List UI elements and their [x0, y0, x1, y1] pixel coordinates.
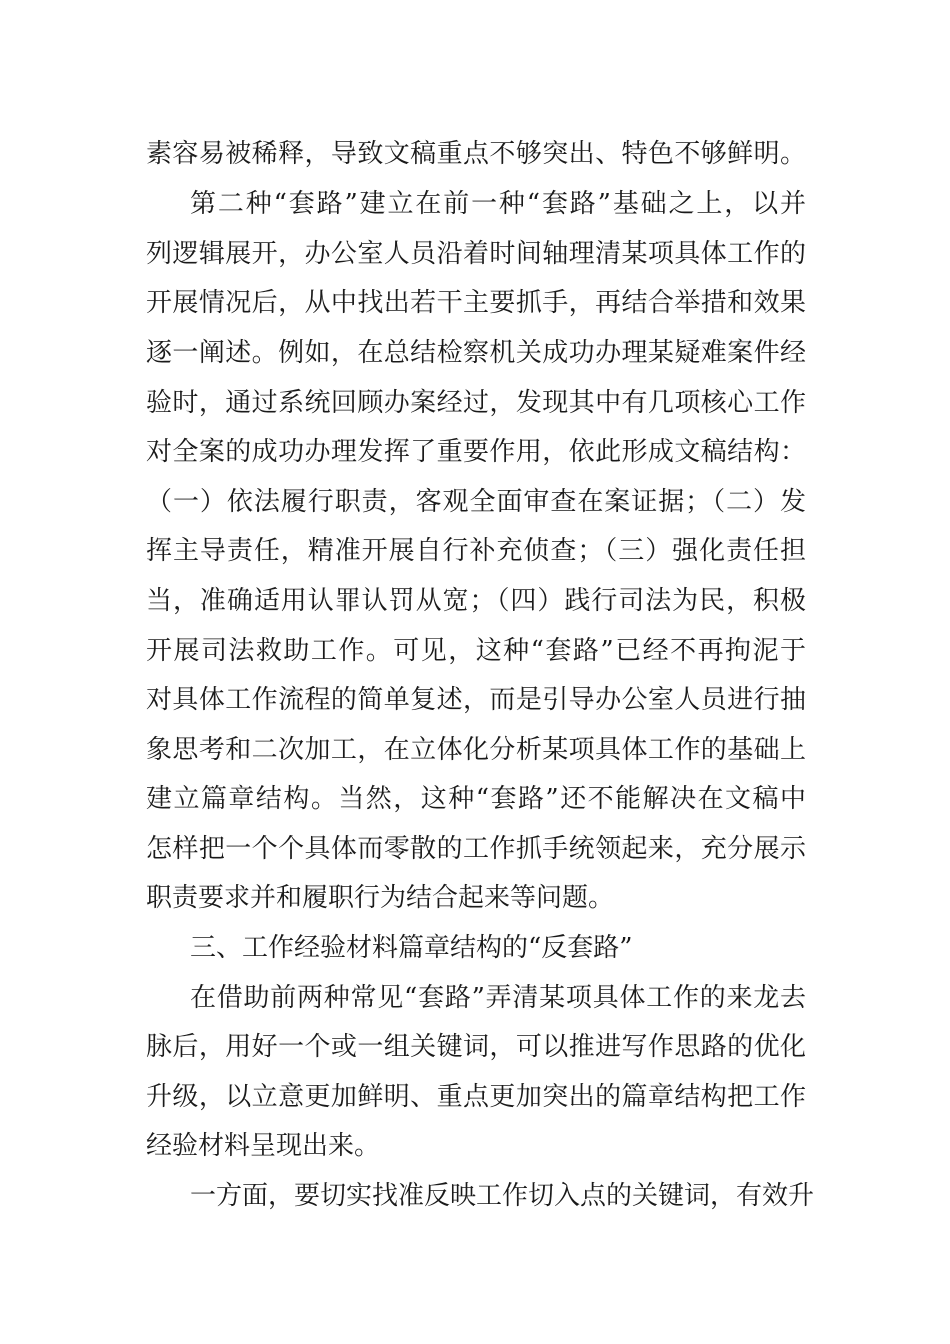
text-line: 验时，通过系统回顾办案经过，发现其中有几项核心工作 [146, 388, 806, 418]
paragraph-first-line: 第二种“套路”建立在前一种“套路”基础之上，以并 [190, 189, 806, 219]
text-line: 素容易被稀释，导致文稿重点不够突出、特色不够鲜明。 [146, 139, 806, 169]
text-line: 象思考和二次加工，在立体化分析某项具体工作的基础上 [146, 735, 806, 765]
text-line: 逐一阐述。例如，在总结检察机关成功办理某疑难案件经 [146, 338, 806, 368]
text-line: 对全案的成功办理发挥了重要作用，依此形成文稿结构： [146, 437, 806, 467]
text-line: 建立篇章结构。当然，这种“套路”还不能解决在文稿中 [146, 784, 806, 814]
text-line: 职责要求并和履职行为结合起来等问题。 [146, 883, 615, 913]
text-line: （一）依法履行职责，客观全面审查在案证据；（二）发 [146, 487, 806, 517]
text-line: 经验材料呈现出来。 [146, 1131, 381, 1161]
text-line: 挥主导责任，精准开展自行补充侦查；（三）强化责任担 [146, 536, 806, 566]
text-line: 对具体工作流程的简单复述，而是引导办公室人员进行抽 [146, 685, 806, 715]
section-heading: 三、工作经验材料篇章结构的“反套路” [190, 933, 633, 963]
text-line: 升级，以立意更加鲜明、重点更加突出的篇章结构把工作 [146, 1082, 806, 1112]
text-line: 开展司法救助工作。可见，这种“套路”已经不再拘泥于 [146, 636, 806, 666]
text-line: 脉后，用好一个或一组关键词，可以推进写作思路的优化 [146, 1032, 806, 1062]
text-line: 怎样把一个个具体而零散的工作抓手统领起来，充分展示 [146, 834, 806, 864]
text-line: 开展情况后，从中找出若干主要抓手，再结合举措和效果 [146, 288, 806, 318]
text-line: 列逻辑展开，办公室人员沿着时间轴理清某项具体工作的 [146, 239, 806, 269]
text-line: 当，准确适用认罪认罚从宽；（四）践行司法为民，积极 [146, 586, 806, 616]
paragraph-first-line: 在借助前两种常见“套路”弄清某项具体工作的来龙去 [190, 983, 806, 1013]
paragraph-first-line: 一方面，要切实找准反映工作切入点的关键词，有效升 [190, 1181, 815, 1211]
